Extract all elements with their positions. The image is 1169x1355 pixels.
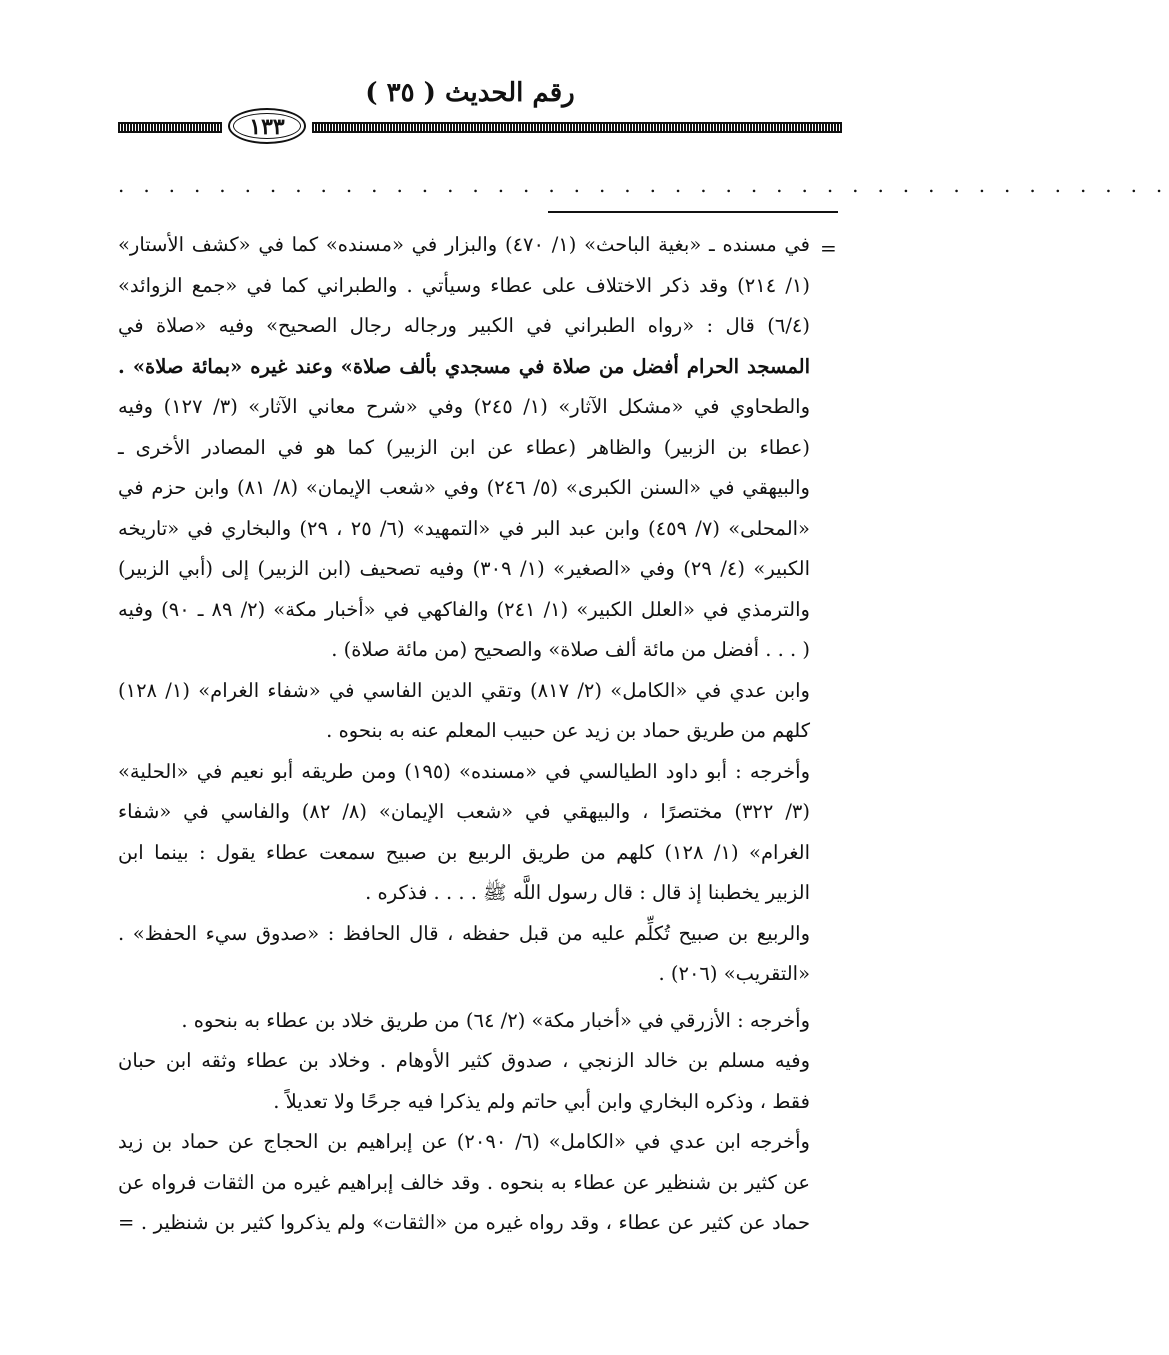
text-line: «المحلى» (٧/ ٤٥٩) وابن عبد البر في «التمهيد» (٦/ ٢٥ ، ٢٩) والبخاري في «تاريخه <box>118 516 810 540</box>
text-line: حماد عن كثير عن عطاء ، وقد رواه غيره من «الثقات» ولم يذكروا كثير بن شنظير . = <box>118 1211 810 1234</box>
text-line: عن كثير بن شنظير عن عطاء به بنحوه . وقد خالف إبراهيم غيره من الثقات فرواه عن <box>118 1170 810 1194</box>
text-line: (١/ ٢١٤) وقد ذكر الاختلاف على عطاء وسيأتي . والطبراني كما في «جمع الزوائد» <box>118 273 810 297</box>
text-line: الغرام» (١/ ١٢٨) كلهم من طريق الربيع بن صبيح سمعت عطاء يقول : بينما ابن <box>118 840 810 864</box>
text-line: وفيه مسلم بن خالد الزنجي ، صدوق كثير الأوهام . وخلاد بن عطاء وثقه ابن حبان <box>118 1049 810 1072</box>
footnote-body <box>118 225 810 1244</box>
dotted-separator: . . . . . . . . . . . . . . . . . . . . . . . . . . . . . . . . . . . . . . . . . . <box>118 173 1169 197</box>
text-line: كلهم من طريق حماد بن زيد عن حبيب المعلم عنه به بنحوه . <box>326 719 810 742</box>
text-line: (٣/ ٣٢٢) مختصرًا ، والبيهقي في «شعب الإيمان» (٨/ ٨٢) والفاسي في «شفاء <box>118 800 810 823</box>
text-line: (عطاء بن الزبير) والظاهر (عطاء عن ابن الزبير) كما هو في المصادر الأخرى ـ <box>118 435 810 459</box>
text-line: فقط ، وذكره البخاري وابن أبي حاتم ولم يذكرا فيه جرحًا ولا تعديلاً . <box>273 1089 810 1113</box>
text-line: وابن عدي في «الكامل» (٢/ ٨١٧) وتقي الدين الفاسي في «شفاء الغرام» (١/ ١٢٨) <box>118 678 810 702</box>
page-number-badge: ١٣٣ <box>228 108 306 144</box>
text-line: (٦/٤) قال : «رواه الطبراني في الكبير ورجاله رجال الصحيح» وفيه «صلاة في <box>118 314 810 337</box>
text-line: «التقريب» (٢٠٦) . <box>658 962 810 985</box>
text-line: المسجد الحرام أفضل من صلاة في مسجدي بألف صلاة» وعند غيره «بمائة صلاة» . <box>118 354 810 378</box>
text-line: في مسنده ـ «بغية الباحث» (١/ ٤٧٠) والبزار في «مسنده» كما في «كشف الأستار» <box>118 233 810 256</box>
text-line: الزبير يخطبنا إذ قال : قال رسول اللَّه ﷺ . . . . فذكره . <box>365 881 810 904</box>
text-line: وأخرجه : الأزرقي في «أخبار مكة» (٢/ ٦٤) من طريق خلاد بن عطاء به بنحوه . <box>181 1008 810 1032</box>
text-line: والطحاوي في «مشكل الآثار» (١/ ٢٤٥) وفي «شرح معاني الآثار» (٣/ ١٢٧) وفيه <box>118 395 810 418</box>
footnote-continuation-mark: = <box>820 236 837 260</box>
text-line: ( . . . أفضل من مائة ألف صلاة» والصحيح (من مائة صلاة) . <box>331 638 810 661</box>
header-rule-left <box>118 122 222 133</box>
text-line: وأخرجه : أبو داود الطيالسي في «مسنده» (١٩٥) ومن طريقه أبو نعيم في «الحلية» <box>118 759 810 783</box>
text-line: والربيع بن صبيح تُكلِّم عليه من قبل حفظه ، قال الحافظ : «صدوق سيء الحفظ» . <box>118 921 810 945</box>
footnote-rule <box>548 211 838 213</box>
text-line: والبيهقي في «السنن الكبرى» (٥/ ٢٤٦) وفي «شعب الإيمان» (٨/ ٨١) وابن حزم في <box>118 476 810 499</box>
header-rule-right <box>312 122 842 133</box>
text-line: وأخرجه ابن عدي في «الكامل» (٦/ ٢٠٩٠) عن إبراهيم بن الحجاج عن حماد بن زيد <box>118 1130 810 1153</box>
page-header-title: رقم الحديث ( ٣٥ ) <box>365 78 575 108</box>
text-line: الكبير» (٤/ ٢٩) وفي «الصغير» (١/ ٣٠٩) وفيه تصحيف (ابن الزبير) إلى (أبي الزبير) <box>118 557 810 580</box>
text-line: والترمذي في «العلل الكبير» (١/ ٢٤١) والفاكهي في «أخبار مكة» (٢/ ٨٩ ـ ٩٠) وفيه <box>118 597 810 621</box>
